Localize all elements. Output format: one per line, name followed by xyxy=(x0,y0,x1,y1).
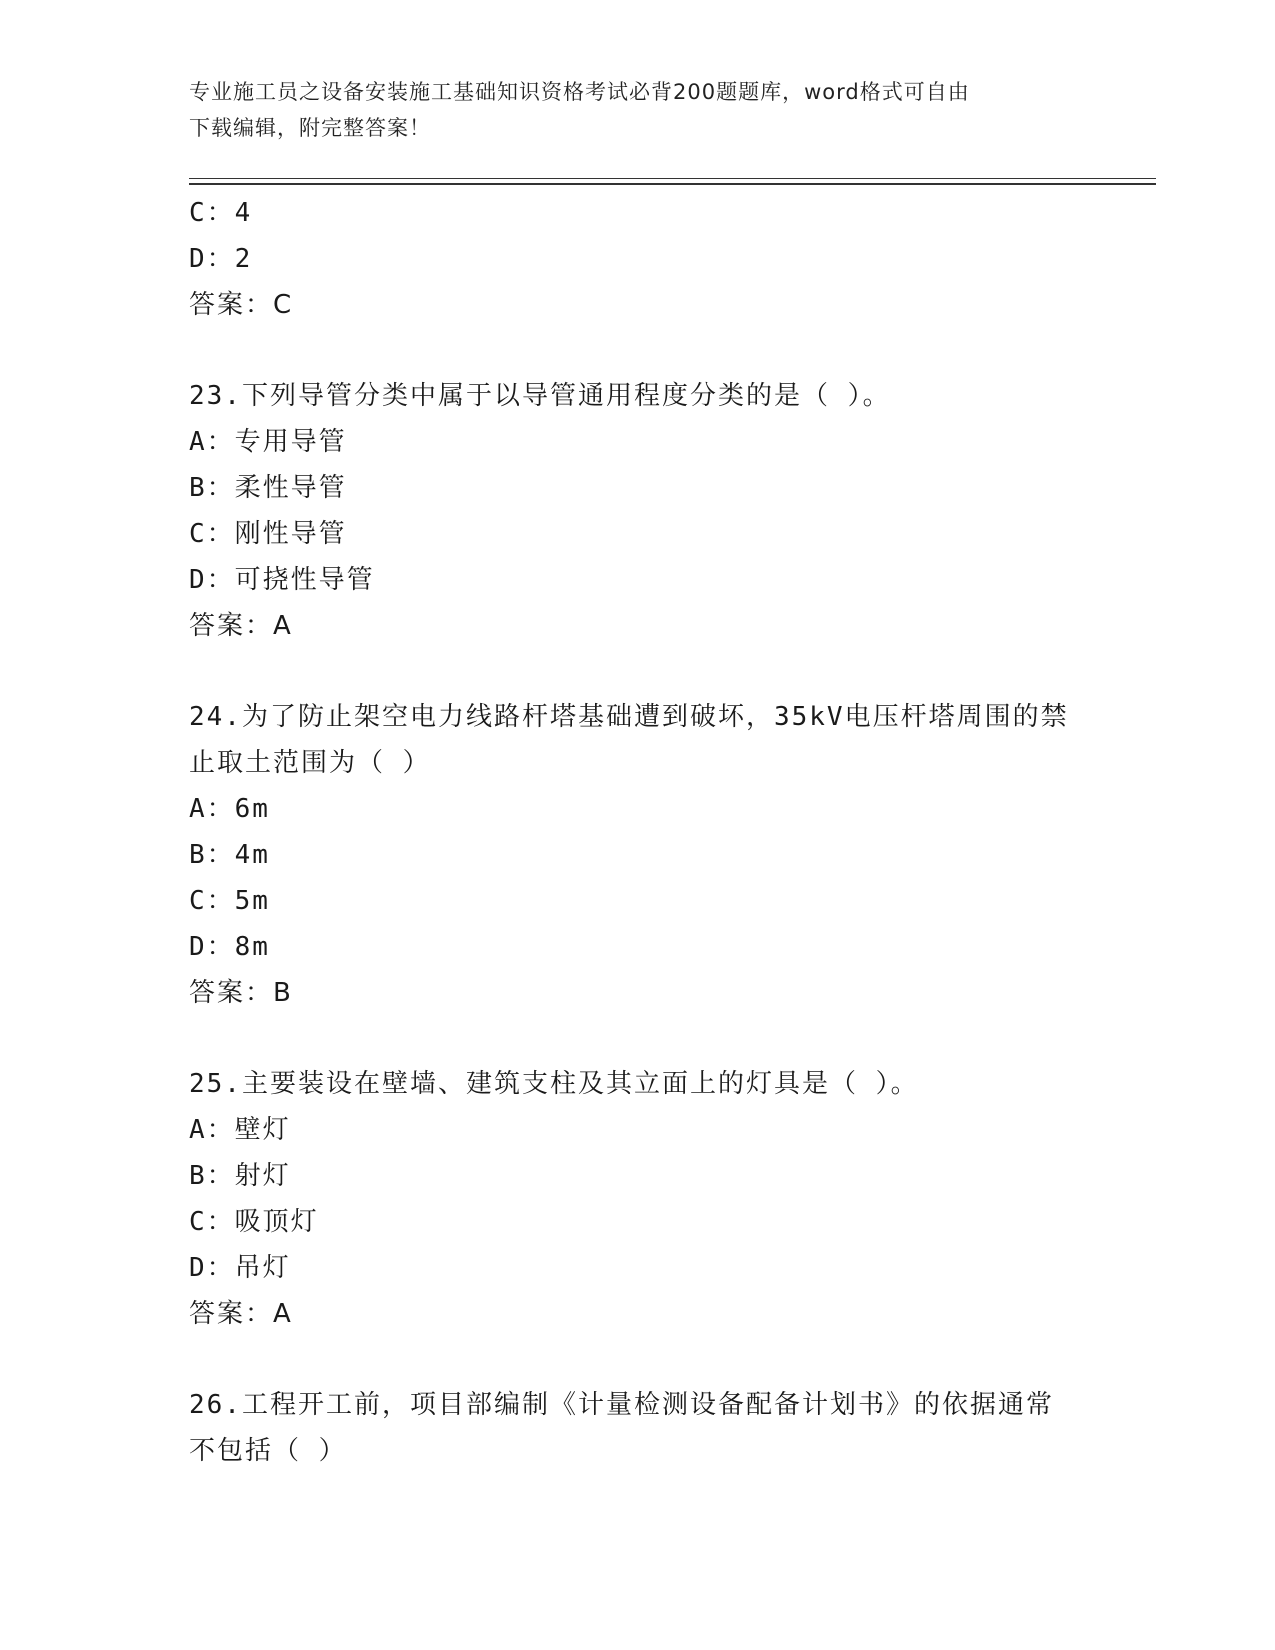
option-a: A：壁灯 xyxy=(189,1115,291,1145)
prev-question-block xyxy=(189,190,1089,328)
option-c: C：刚性导管 xyxy=(189,519,347,549)
header-title-line-2: 下载编辑，附完整答案！ xyxy=(189,116,431,140)
option-c: C：5m xyxy=(189,886,270,916)
question-text: 23.下列导管分类中属于以导管通用程度分类的是（ ）。 xyxy=(189,381,891,411)
header-divider-thick xyxy=(189,183,1156,185)
question-block-25 xyxy=(189,1061,1089,1337)
option-d: D：吊灯 xyxy=(189,1253,291,1283)
question-text: 24.为了防止架空电力线路杆塔基础遭到破坏，35kV电压杆塔周围的禁 xyxy=(189,702,1069,732)
option-d: D：8m xyxy=(189,932,270,962)
question-text: 25.主要装设在壁墙、建筑支柱及其立面上的灯具是（ ）。 xyxy=(189,1069,919,1099)
question-list xyxy=(189,190,1089,1474)
header-title-line-1: 专业施工员之设备安装施工基础知识资格考试必背200题题库，word格式可自由 xyxy=(189,80,970,104)
answer-line: 答案：A xyxy=(189,611,293,641)
option-b: B：4m xyxy=(189,840,270,870)
question-text-continued: 不包括（ ） xyxy=(189,1436,347,1466)
question-block-26 xyxy=(189,1382,1089,1474)
header-divider-thin xyxy=(189,178,1156,179)
option-d: D：2 xyxy=(189,244,253,274)
option-c: C：吸顶灯 xyxy=(189,1207,319,1237)
answer-line: 答案：C xyxy=(189,290,294,320)
option-b: B：射灯 xyxy=(189,1161,291,1191)
option-a: A：6m xyxy=(189,794,270,824)
option-b: B：柔性导管 xyxy=(189,473,347,503)
option-a: A：专用导管 xyxy=(189,427,347,457)
answer-line: 答案：B xyxy=(189,978,293,1008)
question-text-continued: 止取土范围为（ ） xyxy=(189,748,431,778)
answer-line: 答案：A xyxy=(189,1299,293,1329)
option-d: D：可挠性导管 xyxy=(189,565,375,595)
question-block-24 xyxy=(189,694,1089,1016)
question-block-23 xyxy=(189,373,1089,649)
document-header xyxy=(189,74,1089,146)
question-text: 26.工程开工前，项目部编制《计量检测设备配备计划书》的依据通常 xyxy=(189,1390,1054,1420)
option-c: C：4 xyxy=(189,198,253,228)
